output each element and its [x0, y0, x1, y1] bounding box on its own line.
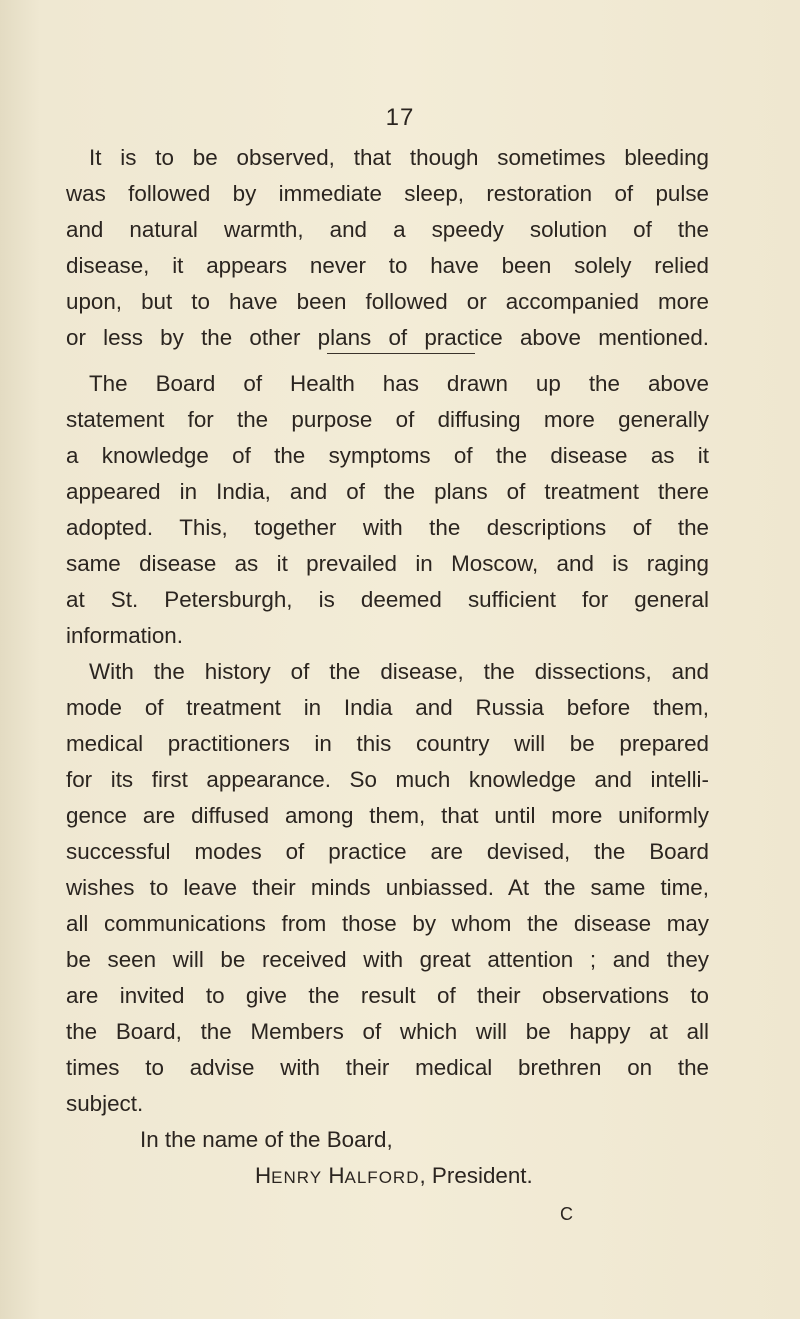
paragraph2-line: appeared in India, and of the plans of treatment there — [66, 479, 709, 504]
paragraph3-line: With the history of the disease, the dissections, and — [89, 659, 709, 684]
signature-name-smallcaps: ENRY — [271, 1168, 323, 1187]
paragraph1-line: disease, it appears never to have been solely relied — [66, 253, 709, 278]
paragraph3-line: are invited to give the result of their observations to — [66, 983, 709, 1008]
paragraph2-line: statement for the purpose of diffusing more generally — [66, 407, 709, 432]
paragraph3-line: be seen will be received with great attention ; and they — [66, 947, 709, 972]
section-divider — [327, 353, 475, 354]
paragraph3-line: all communications from those by whom the disease may — [66, 911, 709, 936]
paragraph3-line: wishes to leave their minds unbiassed. At the same time, — [66, 875, 709, 900]
paragraph3-line: the Board, the Members of which will be happy at all — [66, 1019, 709, 1044]
paragraph3-line: times to advise with their medical brethren on the — [66, 1055, 709, 1080]
paragraph1-line: and natural warmth, and a speedy solution of the — [66, 217, 709, 242]
signature-name-smallcaps: ALFORD — [344, 1168, 420, 1187]
paragraph2-line: information. — [66, 623, 183, 648]
paragraph1-line: or less by the other plans of practice above mentioned. — [66, 325, 709, 350]
signature — [255, 1158, 533, 1196]
paragraph3-line: for its first appearance. So much knowledge and intelli- — [66, 767, 709, 792]
closing-line: In the name of the Board, — [140, 1127, 393, 1152]
paragraph2-line: a knowledge of the symptoms of the disease as it — [66, 443, 709, 468]
page-number: 17 — [385, 104, 415, 131]
paragraph2-line: adopted. This, together with the descriptions of the — [66, 515, 709, 540]
signature-initial: H — [328, 1163, 345, 1188]
signature-mark: C — [560, 1204, 573, 1224]
paragraph1-line: upon, but to have been followed or accompanied more — [66, 289, 709, 314]
signature-initial: H — [255, 1163, 272, 1188]
paragraph3-line: gence are diffused among them, that until more uniformly — [66, 803, 709, 828]
paragraph3-line: medical practitioners in this country will be prepared — [66, 731, 709, 756]
paragraph1-line: It is to be observed, that though sometimes bleeding — [89, 145, 709, 170]
paragraph2-line: same disease as it prevailed in Moscow, and is raging — [66, 551, 709, 576]
paragraph3-line: mode of treatment in India and Russia before them, — [66, 695, 709, 720]
paragraph2-line: The Board of Health has drawn up the above — [89, 371, 709, 396]
signature-title: , President. — [419, 1163, 533, 1188]
paragraph1-line: was followed by immediate sleep, restoration of pulse — [66, 181, 709, 206]
paragraph3-line: subject. — [66, 1091, 144, 1116]
paragraph3-line: successful modes of practice are devised, the Board — [66, 839, 709, 864]
paragraph2-line: at St. Petersburgh, is deemed sufficient for general — [66, 587, 709, 612]
